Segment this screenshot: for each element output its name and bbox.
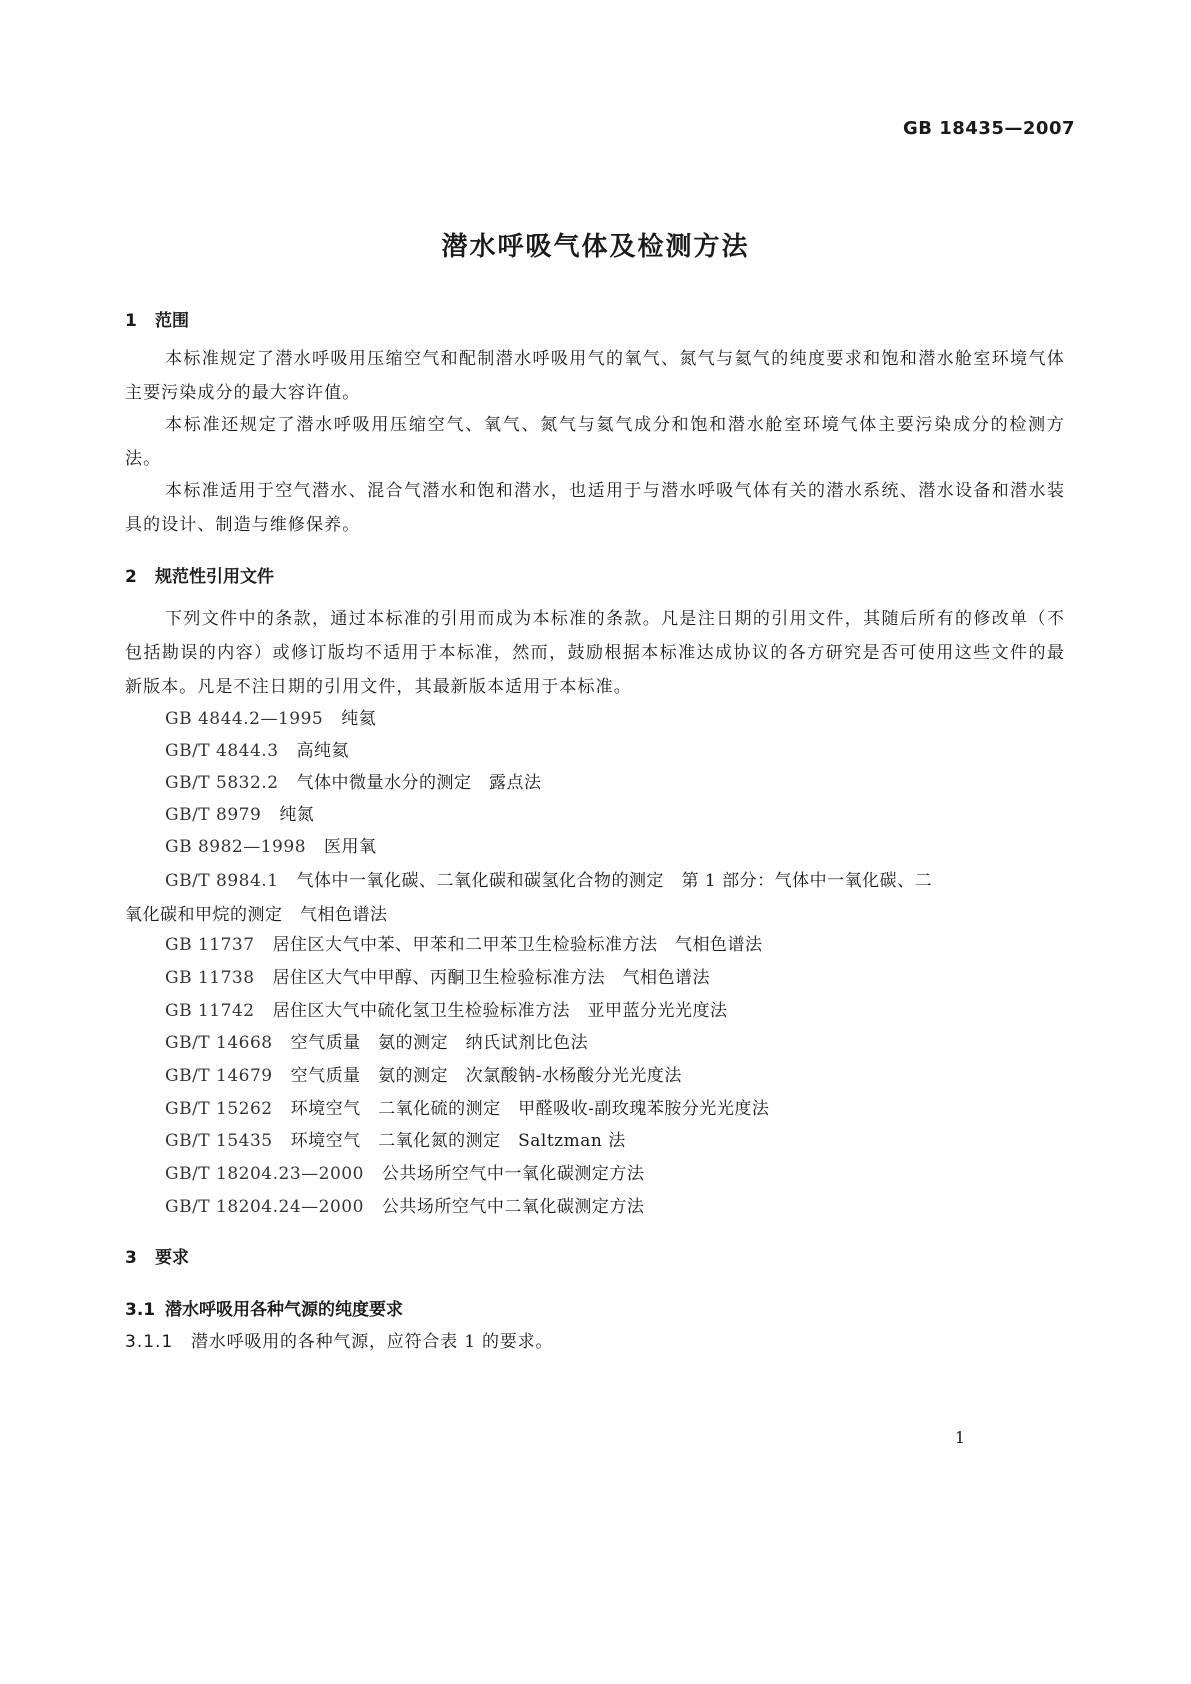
reference-title: 公共场所空气中一氧化碳测定方法 [381, 1164, 645, 1184]
reference-item [125, 1157, 1065, 1191]
section-title: 要求 [155, 1248, 189, 1268]
reference-code: GB 11738 [165, 968, 255, 988]
paragraph: 本标准适用于空气潜水、混合气潜水和饱和潜水，也适用于与潜水呼吸气体有关的潜水系统、潜水设备和潜水装具的设计、制造与维修保养。 [125, 481, 1065, 535]
reference-title: 居住区大气中硫化氢卫生检验标准方法 亚甲蓝分光光度法 [272, 1001, 728, 1021]
reference-title: 环境空气 二氧化硫的测定 甲醛吸收-副玫瑰苯胺分光光度法 [290, 1099, 770, 1119]
reference-title: 空气质量 氨的测定 次氯酸钠-水杨酸分光光度法 [290, 1066, 682, 1086]
reference-item [125, 1124, 1065, 1158]
reference-code: GB/T 14679 [165, 1066, 273, 1086]
standard-number: GB 18435—2007 [903, 118, 1075, 139]
reference-title: 纯氮 [279, 805, 315, 825]
section-heading-requirements [125, 1243, 189, 1268]
reference-item [125, 798, 1065, 832]
reference-item [125, 961, 1065, 995]
reference-title: 纯氦 [341, 709, 377, 729]
reference-title: 气体中一氧化碳、二氧化碳和碳氢化合物的测定 第 1 部分：气体中一氧化碳、二 [296, 871, 933, 891]
reference-title: 医用氧 [324, 837, 377, 857]
reference-code: GB 11742 [165, 1001, 255, 1021]
reference-title: 居住区大气中甲醇、丙酮卫生检验标准方法 气相色谱法 [272, 968, 711, 988]
reference-item [125, 1190, 1065, 1224]
section-number: 2 [125, 567, 137, 587]
paragraph: 本标准规定了潜水呼吸用压缩空气和配制潜水呼吸用气的氧气、氮气与氦气的纯度要求和饱和潜水舱室环境气体主要污染成分的最大容许值。 [125, 349, 1065, 403]
paragraph: 本标准还规定了潜水呼吸用压缩空气、氧气、氮气与氦气成分和饱和潜水舱室环境气体主要污染成分的检测方法。 [125, 415, 1065, 469]
reference-item [125, 702, 1065, 736]
document-title: 潜水呼吸气体及检测方法 [441, 232, 750, 262]
reference-code: GB/T 5832.2 [165, 773, 279, 793]
reference-title: 气体中微量水分的测定 露点法 [296, 773, 542, 793]
reference-item [125, 1059, 1065, 1093]
reference-item [125, 734, 1065, 768]
reference-item [125, 864, 1065, 932]
section-heading-normative-references [125, 562, 274, 587]
subsection-heading [125, 1295, 403, 1320]
clause [125, 1327, 553, 1352]
reference-title: 居住区大气中苯、甲苯和二甲苯卫生检验标准方法 气相色谱法 [272, 935, 763, 955]
section-title: 规范性引用文件 [155, 567, 274, 587]
reference-item [125, 830, 1065, 864]
reference-code: GB/T 15262 [165, 1099, 273, 1119]
section-number: 3 [125, 1248, 137, 1268]
reference-item [125, 994, 1065, 1028]
reference-item [125, 766, 1065, 800]
reference-code: GB/T 8984.1 [165, 871, 279, 891]
reference-code: GB 11737 [165, 935, 255, 955]
reference-item [125, 1092, 1065, 1126]
subsection-title: 潜水呼吸用各种气源的纯度要求 [165, 1300, 403, 1320]
reference-title: 空气质量 氨的测定 纳氏试剂比色法 [290, 1033, 589, 1053]
reference-title: 环境空气 二氧化氮的测定 Saltzman 法 [290, 1131, 626, 1151]
section-number: 1 [125, 311, 137, 331]
section-heading-scope [125, 306, 189, 331]
subsection-number: 3.1 [125, 1300, 156, 1320]
page-number: 1 [954, 1428, 965, 1447]
clause-number: 3.1.1 [125, 1332, 174, 1352]
reference-code: GB/T 15435 [165, 1131, 273, 1151]
reference-code: GB/T 4844.3 [165, 741, 279, 761]
reference-code: GB/T 18204.23—2000 [165, 1164, 364, 1184]
reference-title: 高纯氦 [296, 741, 350, 761]
reference-code: GB/T 8979 [165, 805, 262, 825]
paragraph: 下列文件中的条款，通过本标准的引用而成为本标准的条款。凡是注日期的引用文件，其随后所有的修改单（不包括勘误的内容）或修订版均不适用于本标准，然而，鼓励根据本标准达成协议的各方研究是否可使用这些文件的最新版本。凡是不注日期的引用文件，其最新版本适用于本标准。 [125, 609, 1065, 697]
reference-item [125, 1026, 1065, 1060]
reference-code: GB/T 18204.24—2000 [165, 1197, 364, 1217]
reference-code: GB 8982—1998 [165, 837, 307, 857]
reference-item [125, 928, 1065, 962]
reference-title: 公共场所空气中二氧化碳测定方法 [381, 1197, 645, 1217]
reference-title-continued: 氧化碳和甲烷的测定 气相色谱法 [125, 905, 388, 925]
clause-text: 潜水呼吸用的各种气源，应符合表 1 的要求。 [191, 1332, 554, 1352]
section-title: 范围 [155, 311, 189, 331]
reference-code: GB/T 14668 [165, 1033, 273, 1053]
reference-code: GB 4844.2—1995 [165, 709, 324, 729]
